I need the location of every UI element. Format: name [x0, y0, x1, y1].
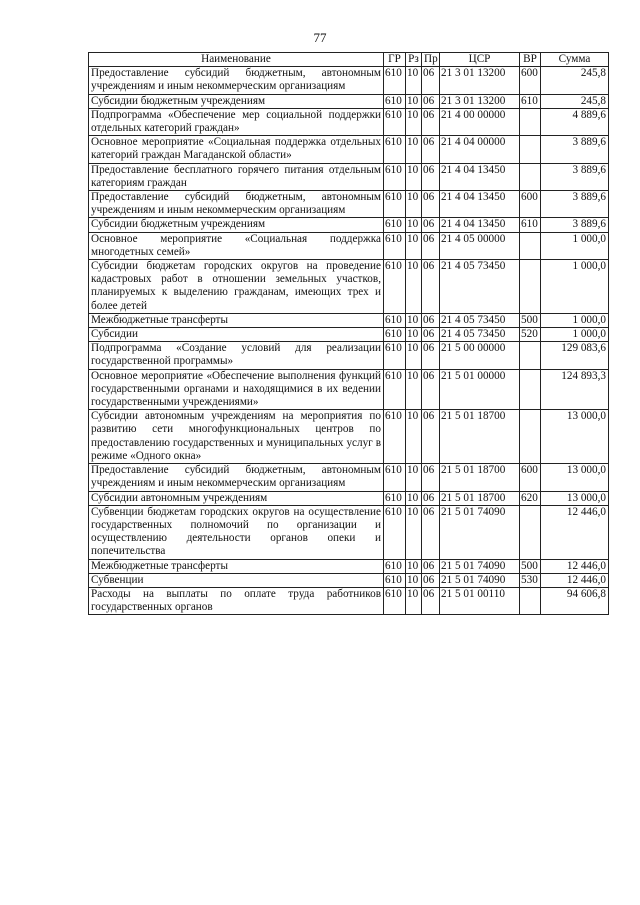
table-row [89, 505, 609, 559]
cell-rz: 10 [406, 342, 422, 369]
table-row [89, 232, 609, 259]
cell-pr: 06 [422, 587, 440, 614]
cell-gr: 610 [384, 328, 406, 342]
cell-name: Субсидии бюджетам городских округов на проведение кадастровых работ в отношении земельных участков, планируемых к выделению гражданам, имеющих трех и более детей [89, 260, 384, 314]
header-csr: ЦСР [440, 53, 520, 67]
table-row [89, 573, 609, 587]
cell-vr [520, 587, 541, 614]
header-name: Наименование [89, 53, 384, 67]
cell-csr: 21 5 00 00000 [440, 342, 520, 369]
cell-vr: 610 [520, 94, 541, 108]
cell-pr: 06 [422, 328, 440, 342]
cell-pr: 06 [422, 342, 440, 369]
cell-vr [520, 410, 541, 464]
cell-gr: 610 [384, 108, 406, 135]
cell-gr: 610 [384, 505, 406, 559]
cell-vr: 500 [520, 313, 541, 327]
cell-gr: 610 [384, 163, 406, 190]
cell-sum: 1 000,0 [541, 313, 609, 327]
cell-sum: 1 000,0 [541, 232, 609, 259]
header-pr: Пр [422, 53, 440, 67]
cell-vr: 600 [520, 67, 541, 94]
cell-name: Основное мероприятие «Социальная поддержка многодетных семей» [89, 232, 384, 259]
table-row [89, 163, 609, 190]
cell-sum: 245,8 [541, 94, 609, 108]
cell-vr: 500 [520, 559, 541, 573]
cell-gr: 610 [384, 369, 406, 410]
cell-csr: 21 4 00 00000 [440, 108, 520, 135]
cell-rz: 10 [406, 410, 422, 464]
cell-name: Подпрограмма «Создание условий для реализации государственной программы» [89, 342, 384, 369]
cell-csr: 21 4 04 13450 [440, 191, 520, 218]
cell-rz: 10 [406, 369, 422, 410]
header-sum: Сумма [541, 53, 609, 67]
cell-pr: 06 [422, 464, 440, 491]
cell-csr: 21 4 05 73450 [440, 260, 520, 314]
table-row [89, 410, 609, 464]
header-gr: ГР [384, 53, 406, 67]
cell-gr: 610 [384, 260, 406, 314]
cell-csr: 21 5 01 18700 [440, 491, 520, 505]
cell-gr: 610 [384, 94, 406, 108]
cell-sum: 3 889,6 [541, 191, 609, 218]
cell-csr: 21 4 04 13450 [440, 163, 520, 190]
cell-vr [520, 260, 541, 314]
cell-csr: 21 4 04 13450 [440, 218, 520, 232]
cell-vr [520, 232, 541, 259]
cell-sum: 13 000,0 [541, 491, 609, 505]
cell-vr: 520 [520, 328, 541, 342]
cell-rz: 10 [406, 260, 422, 314]
cell-pr: 06 [422, 559, 440, 573]
cell-csr: 21 3 01 13200 [440, 94, 520, 108]
cell-rz: 10 [406, 191, 422, 218]
cell-sum: 4 889,6 [541, 108, 609, 135]
table-row [89, 136, 609, 163]
table-row [89, 108, 609, 135]
table-row [89, 491, 609, 505]
header-vr: ВР [520, 53, 541, 67]
cell-gr: 610 [384, 342, 406, 369]
cell-sum: 1 000,0 [541, 328, 609, 342]
cell-gr: 610 [384, 573, 406, 587]
header-rz: Рз [406, 53, 422, 67]
cell-name: Основное мероприятие «Обеспечение выполнения функций государственными органами и находящимися в их ведении государственными учреждениями» [89, 369, 384, 410]
cell-name: Предоставление субсидий бюджетным, автономным учреждениям и иным некоммерческим организациям [89, 67, 384, 94]
cell-sum: 13 000,0 [541, 410, 609, 464]
cell-vr [520, 163, 541, 190]
cell-name: Межбюджетные трансферты [89, 559, 384, 573]
cell-pr: 06 [422, 260, 440, 314]
cell-csr: 21 5 01 18700 [440, 410, 520, 464]
cell-gr: 610 [384, 67, 406, 94]
table-row [89, 464, 609, 491]
table-row [89, 587, 609, 614]
cell-vr [520, 505, 541, 559]
cell-sum: 245,8 [541, 67, 609, 94]
cell-rz: 10 [406, 94, 422, 108]
cell-rz: 10 [406, 328, 422, 342]
cell-sum: 13 000,0 [541, 464, 609, 491]
cell-sum: 12 446,0 [541, 505, 609, 559]
cell-rz: 10 [406, 67, 422, 94]
cell-sum: 3 889,6 [541, 136, 609, 163]
cell-vr [520, 136, 541, 163]
cell-sum: 3 889,6 [541, 163, 609, 190]
cell-gr: 610 [384, 232, 406, 259]
cell-pr: 06 [422, 218, 440, 232]
cell-name: Субсидии бюджетным учреждениям [89, 94, 384, 108]
cell-csr: 21 5 01 74090 [440, 573, 520, 587]
cell-vr: 620 [520, 491, 541, 505]
cell-gr: 610 [384, 313, 406, 327]
cell-name: Предоставление субсидий бюджетным, автономным учреждениям и иным некоммерческим организациям [89, 191, 384, 218]
cell-pr: 06 [422, 108, 440, 135]
table-header-row [89, 53, 609, 67]
cell-rz: 10 [406, 136, 422, 163]
cell-csr: 21 4 05 73450 [440, 313, 520, 327]
cell-vr [520, 342, 541, 369]
cell-csr: 21 5 01 74090 [440, 559, 520, 573]
cell-pr: 06 [422, 94, 440, 108]
cell-sum: 12 446,0 [541, 573, 609, 587]
cell-rz: 10 [406, 505, 422, 559]
cell-pr: 06 [422, 410, 440, 464]
cell-rz: 10 [406, 464, 422, 491]
cell-gr: 610 [384, 136, 406, 163]
cell-vr [520, 369, 541, 410]
cell-pr: 06 [422, 313, 440, 327]
cell-csr: 21 5 01 00110 [440, 587, 520, 614]
cell-rz: 10 [406, 218, 422, 232]
table-row [89, 67, 609, 94]
cell-name: Основное мероприятие «Социальная поддержка отдельных категорий граждан Магаданской области» [89, 136, 384, 163]
cell-gr: 610 [384, 464, 406, 491]
table-row [89, 94, 609, 108]
cell-csr: 21 4 05 00000 [440, 232, 520, 259]
cell-csr: 21 4 04 00000 [440, 136, 520, 163]
cell-sum: 124 893,3 [541, 369, 609, 410]
cell-name: Расходы на выплаты по оплате труда работников государственных органов [89, 587, 384, 614]
cell-vr [520, 108, 541, 135]
cell-name: Субсидии [89, 328, 384, 342]
cell-sum: 1 000,0 [541, 260, 609, 314]
table-row [89, 191, 609, 218]
cell-name: Предоставление бесплатного горячего питания отдельным категориям граждан [89, 163, 384, 190]
cell-csr: 21 5 01 18700 [440, 464, 520, 491]
cell-name: Субвенции бюджетам городских округов на осуществление государственных полномочий по организации и осуществлению деятельности органов опеки и попечительства [89, 505, 384, 559]
cell-pr: 06 [422, 573, 440, 587]
cell-name: Межбюджетные трансферты [89, 313, 384, 327]
cell-sum: 12 446,0 [541, 559, 609, 573]
table-row [89, 369, 609, 410]
cell-gr: 610 [384, 587, 406, 614]
table-row [89, 559, 609, 573]
cell-rz: 10 [406, 232, 422, 259]
cell-rz: 10 [406, 491, 422, 505]
cell-name: Субвенции [89, 573, 384, 587]
cell-rz: 10 [406, 313, 422, 327]
cell-csr: 21 5 01 74090 [440, 505, 520, 559]
cell-gr: 610 [384, 218, 406, 232]
cell-rz: 10 [406, 163, 422, 190]
cell-rz: 10 [406, 559, 422, 573]
cell-vr: 530 [520, 573, 541, 587]
table-row [89, 328, 609, 342]
table-body [89, 67, 609, 615]
cell-vr: 600 [520, 464, 541, 491]
cell-pr: 06 [422, 191, 440, 218]
cell-name: Субсидии бюджетным учреждениям [89, 218, 384, 232]
cell-pr: 06 [422, 163, 440, 190]
cell-gr: 610 [384, 410, 406, 464]
budget-table [88, 52, 609, 615]
cell-name: Субсидии автономным учреждениям на мероприятия по развитию сети многофункциональных центров по предоставлению государственных и муниципальных услуг в режиме «Одного окна» [89, 410, 384, 464]
cell-pr: 06 [422, 232, 440, 259]
table-row [89, 260, 609, 314]
cell-csr: 21 4 05 73450 [440, 328, 520, 342]
cell-gr: 610 [384, 491, 406, 505]
cell-sum: 94 606,8 [541, 587, 609, 614]
cell-gr: 610 [384, 191, 406, 218]
cell-name: Предоставление субсидий бюджетным, автономным учреждениям и иным некоммерческим организациям [89, 464, 384, 491]
cell-pr: 06 [422, 491, 440, 505]
cell-vr: 610 [520, 218, 541, 232]
table-row [89, 313, 609, 327]
cell-rz: 10 [406, 108, 422, 135]
cell-gr: 610 [384, 559, 406, 573]
cell-name: Субсидии автономным учреждениям [89, 491, 384, 505]
cell-rz: 10 [406, 573, 422, 587]
cell-sum: 129 083,6 [541, 342, 609, 369]
table-row [89, 218, 609, 232]
cell-sum: 3 889,6 [541, 218, 609, 232]
cell-pr: 06 [422, 505, 440, 559]
page-number: 77 [313, 30, 327, 45]
cell-name: Подпрограмма «Обеспечение мер социальной поддержки отдельных категорий граждан» [89, 108, 384, 135]
cell-vr: 600 [520, 191, 541, 218]
cell-rz: 10 [406, 587, 422, 614]
table-row [89, 342, 609, 369]
cell-pr: 06 [422, 136, 440, 163]
cell-csr: 21 5 01 00000 [440, 369, 520, 410]
cell-pr: 06 [422, 67, 440, 94]
cell-csr: 21 3 01 13200 [440, 67, 520, 94]
cell-pr: 06 [422, 369, 440, 410]
